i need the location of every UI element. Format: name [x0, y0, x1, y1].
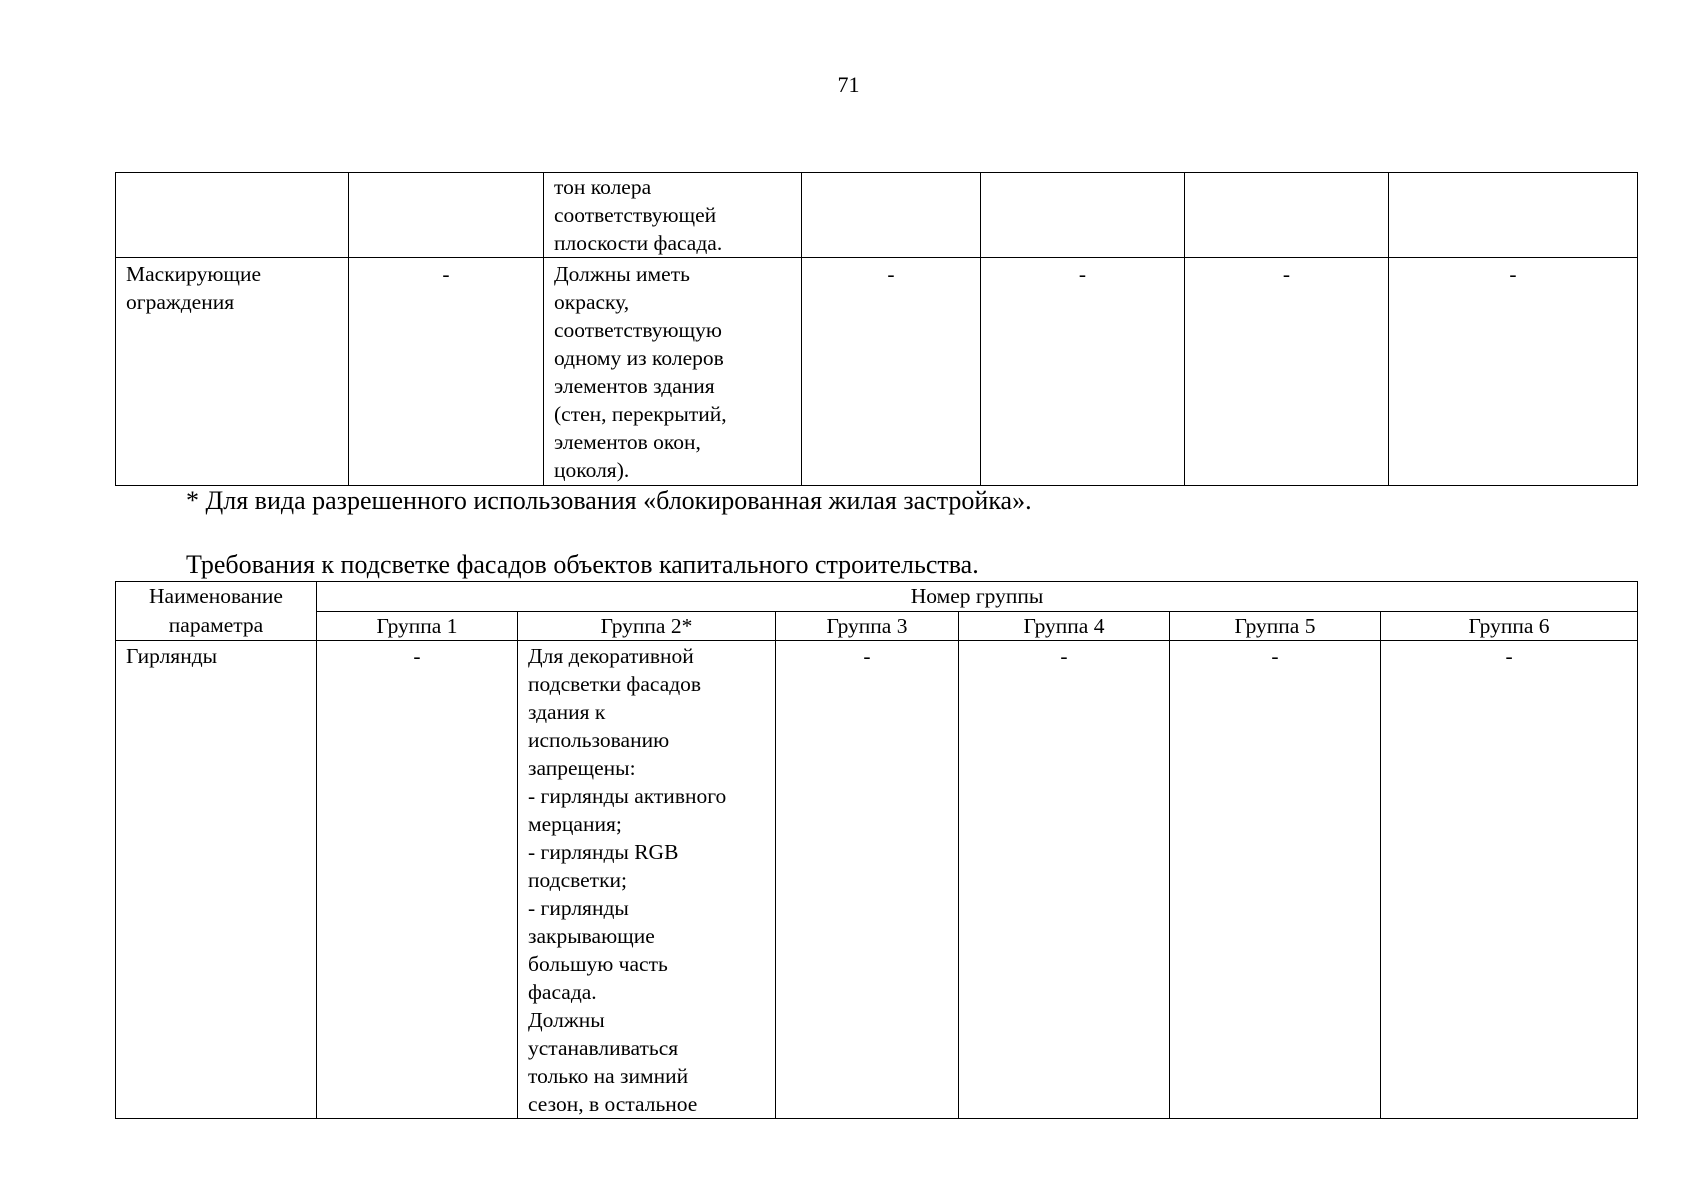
- cell-group-2: тон колера соответствующей плоскости фасада.: [544, 173, 802, 258]
- cell-group-2: Должны иметь окраску, соответствующую одному из колеров элементов здания (стен, перекрытий, элементов окон, цоколя).: [544, 258, 802, 486]
- header-group-2: Группа 2*: [518, 611, 776, 641]
- table-row: [116, 173, 1638, 258]
- cell-group-4: -: [959, 641, 1170, 1119]
- facade-lighting-table: [115, 581, 1638, 1119]
- cell-group-3: [802, 173, 981, 258]
- page-number: 71: [837, 72, 860, 97]
- cell-param-name: Гирлянды: [116, 641, 317, 1119]
- table-header-row: [116, 611, 1638, 641]
- cell-group-4: -: [981, 258, 1185, 486]
- table-row: [116, 258, 1638, 486]
- cell-group-3: -: [776, 641, 959, 1119]
- footnote: * Для вида разрешенного использования «блокированная жилая застройка».: [186, 486, 1032, 515]
- header-param-name: Наименование параметра: [116, 582, 317, 641]
- cell-group-5: -: [1170, 641, 1381, 1119]
- table-header-row: [116, 582, 1638, 612]
- header-group-4: Группа 4: [959, 611, 1170, 641]
- cell-param-name: Маскирующие ограждения: [116, 258, 349, 486]
- cell-group-5: -: [1185, 258, 1389, 486]
- header-group-3: Группа 3: [776, 611, 959, 641]
- header-group-5: Группа 5: [1170, 611, 1381, 641]
- cell-group-6: [1389, 173, 1638, 258]
- header-group-number: Номер группы: [317, 582, 1638, 612]
- cell-group-5: [1185, 173, 1389, 258]
- cell-group-2: Для декоративной подсветки фасадов здания к использованию запрещены: - гирлянды активного мерцания; - гирлянды RGB подсветки; - гирлянды закрывающие большую часть фасада. Должны устанавливаться только на зимний сезон, в остальное: [518, 641, 776, 1119]
- cell-group-3: -: [802, 258, 981, 486]
- cell-group-6: -: [1389, 258, 1638, 486]
- table-row: [116, 641, 1638, 1119]
- cell-group-4: [981, 173, 1185, 258]
- cell-group-1: -: [349, 258, 544, 486]
- cell-group-6: -: [1381, 641, 1638, 1119]
- header-group-6: Группа 6: [1381, 611, 1638, 641]
- header-group-1: Группа 1: [317, 611, 518, 641]
- cell-param-name: [116, 173, 349, 258]
- facade-color-table-continuation: [115, 172, 1638, 486]
- cell-group-1: -: [317, 641, 518, 1119]
- cell-group-1: [349, 173, 544, 258]
- section-heading: Требования к подсветке фасадов объектов капитального строительства.: [186, 550, 979, 579]
